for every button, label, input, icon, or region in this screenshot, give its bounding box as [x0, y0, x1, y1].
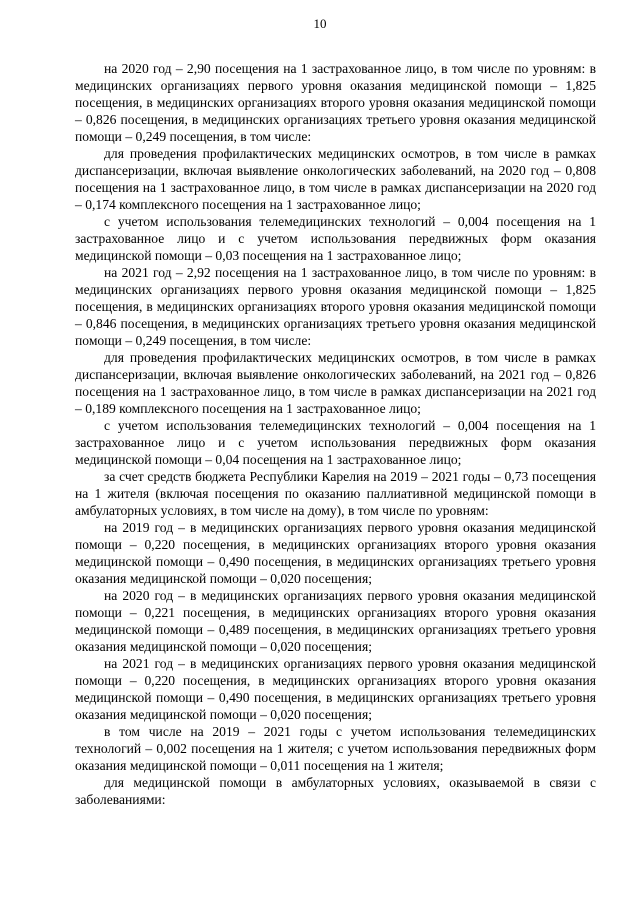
document-body: [75, 60, 596, 808]
paragraph-2021-telemedicine: с учетом использования телемедицинских технологий – 0,004 посещения на 1 застрахованное лицо и с учетом использования передвижных форм оказания медицинской помощи – 0,04 посещения на 1 застрахованное лицо;: [75, 418, 596, 467]
paragraph-2020-preventive: для проведения профилактических медицинских осмотров, в том числе в рамках диспансеризации, включая выявление онкологических заболеваний, на 2020 год – 0,808 посещения на 1 застрахованное лицо, в том числе в рамках диспансеризации на 2020 год – 0,174 комплексного посещения на 1 застрахованное лицо;: [75, 146, 596, 212]
paragraph-budget-2021: на 2021 год – в медицинских организациях первого уровня оказания медицинской помощи – 0,220 посещения, в медицинских организациях второго уровня оказания медицинской помощи – 0,490 посещения, в медицинских организациях третьего уровня оказания медицинской помощи – 0,020 посещения;: [75, 656, 596, 722]
paragraph-2021-visits: на 2021 год – 2,92 посещения на 1 застрахованное лицо, в том числе по уровням: в медицинских организациях первого уровня оказания медицинской помощи – 1,825 посещения, в медицинских организациях второго уровня оказания медицинской помощи – 0,846 посещения, в медицинских организациях третьего уровня оказания медицинской помощи – 0,249 посещения, в том числе:: [75, 265, 596, 348]
paragraph-budget-2020: на 2020 год – в медицинских организациях первого уровня оказания медицинской помощи – 0,221 посещения, в медицинских организациях второго уровня оказания медицинской помощи – 0,489 посещения, в медицинских организациях третьего уровня оказания медицинской помощи – 0,020 посещения;: [75, 588, 596, 654]
page-number: 10: [313, 16, 327, 31]
paragraph-budget-2019: на 2019 год – в медицинских организациях первого уровня оказания медицинской помощи – 0,220 посещения, в медицинских организациях второго уровня оказания медицинской помощи – 0,490 посещения, в медицинских организациях третьего уровня оказания медицинской помощи – 0,020 посещения;: [75, 520, 596, 586]
paragraph-2020-visits: на 2020 год – 2,90 посещения на 1 застрахованное лицо, в том числе по уровням: в медицинских организациях первого уровня оказания медицинской помощи – 1,825 посещения, в медицинских организациях второго уровня оказания медицинской помощи – 0,826 посещения, в медицинских организациях третьего уровня оказания медицинской помощи – 0,249 посещения, в том числе:: [75, 61, 596, 144]
paragraph-2021-preventive: для проведения профилактических медицинских осмотров, в том числе в рамках диспансеризации, включая выявление онкологических заболеваний, на 2021 год – 0,826 посещения на 1 застрахованное лицо, в том числе в рамках диспансеризации на 2021 год – 0,189 комплексного посещения на 1 застрахованное лицо;: [75, 350, 596, 416]
paragraph-2020-telemedicine: с учетом использования телемедицинских технологий – 0,004 посещения на 1 застрахованное лицо и с учетом использования передвижных форм оказания медицинской помощи – 0,03 посещения на 1 застрахованное лицо;: [75, 214, 596, 263]
paragraph-regional-budget: за счет средств бюджета Республики Карелия на 2019 – 2021 годы – 0,73 посещения на 1 жителя (включая посещения по оказанию паллиативной медицинской помощи в амбулаторных условиях, в том числе на дому), в том числе по уровням:: [75, 469, 596, 518]
paragraph-diseases-outpatient: для медицинской помощи в амбулаторных условиях, оказываемой в связи с заболеваниями:: [75, 775, 596, 807]
paragraph-budget-telemedicine: в том числе на 2019 – 2021 годы с учетом использования телемедицинских технологий – 0,002 посещения на 1 жителя; с учетом использования передвижных форм оказания медицинской помощи – 0,011 посещения на 1 жителя;: [75, 724, 596, 773]
